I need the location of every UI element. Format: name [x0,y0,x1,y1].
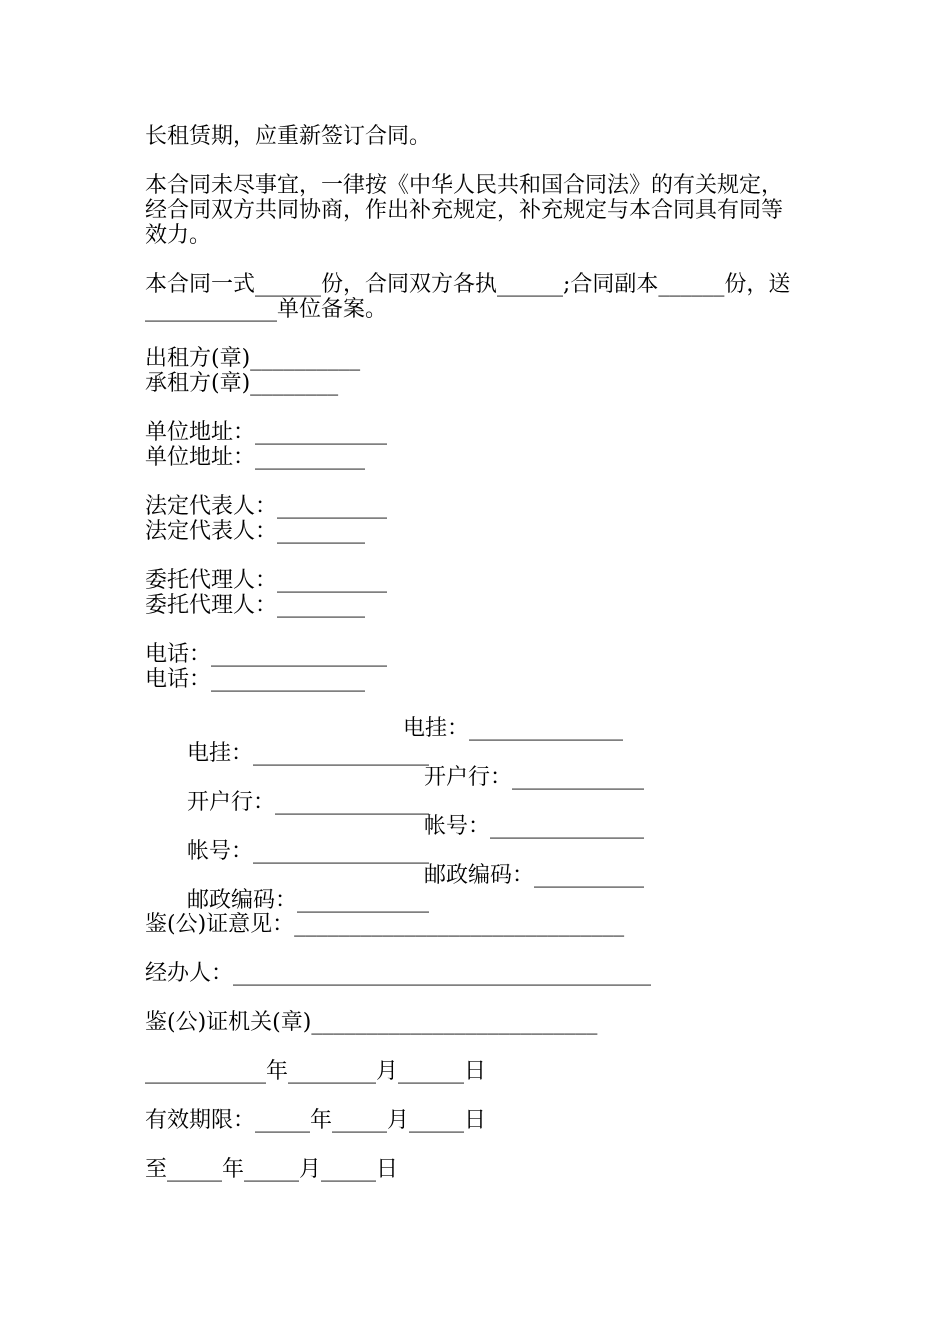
lessor-bank-field: 开户行：______________ [186,790,429,815]
lessor-postcode-field: 邮政编码：____________ [186,888,429,913]
signature-legal-rep [145,494,815,544]
signature-agent [145,568,815,618]
lessee-agent-field: 委托代理人：________ [145,593,366,618]
handler-field: 经办人：______________________________________ [145,961,652,986]
telegram-row [145,716,815,766]
lessor-address-field: 单位地址：____________ [145,420,388,445]
sign-date-field: ___________年________月______日 [145,1059,487,1084]
lessee-account-field: 帐号：______________ [424,814,645,839]
lessee-telegram-field: 电挂：______________ [403,716,624,741]
postcode-row [145,863,815,913]
paragraph-copies: 本合同一式______份，合同双方各执______;合同副本______份，送 ____________单位备案。 [145,272,791,322]
lessor-phone-field: 电话：________________ [145,642,388,667]
lessee-phone-field: 电话：______________ [145,667,366,692]
document-body [145,124,815,1206]
lessor-account-field: 帐号：________________ [186,839,429,864]
lessee-legal-rep-field: 法定代表人：________ [145,519,366,544]
lessor-legal-rep-field: 法定代表人：__________ [145,494,388,519]
notary-opinion-field: 鉴(公)证意见：______________________________ [145,912,625,937]
signature-phone [145,642,815,692]
lessee-address-field: 单位地址：__________ [145,445,366,470]
lessor-agent-field: 委托代理人：__________ [145,568,388,593]
signature-address [145,420,815,470]
lessee-postcode-field: 邮政编码：__________ [424,863,645,888]
lessor-seal-field: 出租方(章)__________ [145,346,361,371]
paragraph-supplementary-terms: 本合同未尽事宜，一律按《中华人民共和国合同法》的有关规定， 经合同双方共同协商，作出补充规定，补充规定与本合同具有同等 效力。 [145,173,784,248]
notary-office-seal-field: 鉴(公)证机关(章)__________________________ [145,1010,598,1035]
account-row [145,814,815,864]
validity-end-field: 至_____年_____月_____日 [145,1157,399,1182]
lessor-telegram-field: 电挂：________________ [186,741,429,766]
paragraph-lease-renewal: 长租赁期，应重新签订合同。 [145,124,432,149]
signature-party-seal [145,346,815,396]
lessee-seal-field: 承租方(章)________ [145,371,339,396]
validity-start-field: 有效期限：_____年_____月_____日 [145,1108,487,1133]
bank-row [145,765,815,815]
lessee-bank-field: 开户行：____________ [424,765,645,790]
